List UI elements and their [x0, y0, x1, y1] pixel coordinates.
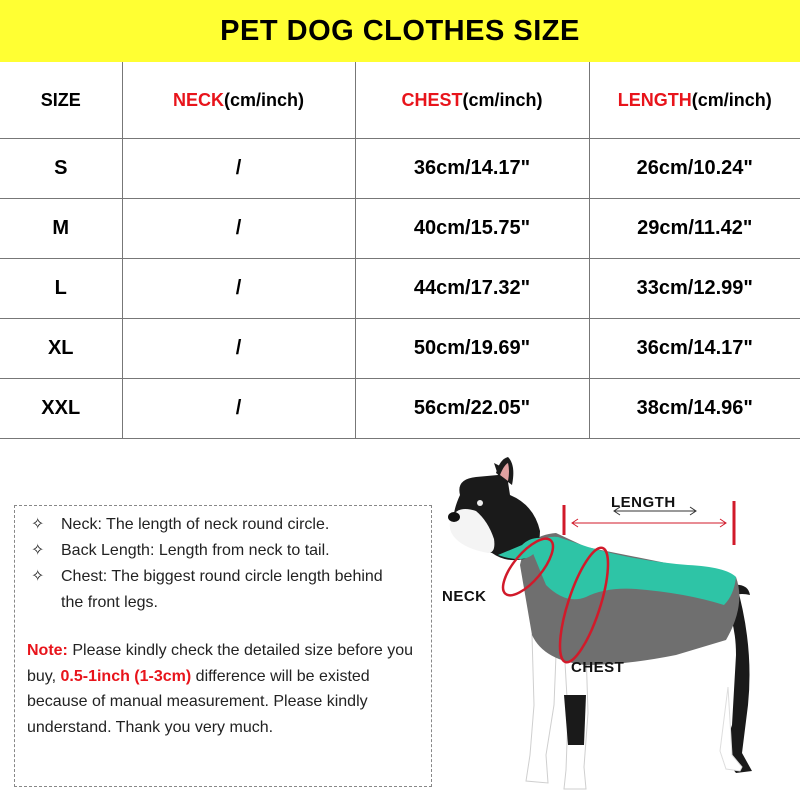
table-header-row — [0, 62, 800, 139]
note-label: Note: — [27, 642, 68, 659]
note-paragraph — [27, 638, 427, 740]
cell-chest: 36cm/14.17" — [355, 139, 589, 199]
cell-size: S — [0, 139, 122, 199]
cell-length: 29cm/11.42" — [589, 199, 800, 259]
cell-size: L — [0, 259, 122, 319]
note-text-2: difference will be existed because of manual measurement. Please kindly understand. Thank you very much. — [27, 667, 370, 736]
measurement-notes-box — [14, 505, 432, 787]
cell-length: 38cm/14.96" — [589, 379, 800, 439]
table-row — [0, 139, 800, 199]
table-row — [0, 199, 800, 259]
cell-size: XL — [0, 319, 122, 379]
header-neck-key: NECK — [172, 89, 224, 110]
sparkle-icon: ✧ — [31, 542, 45, 559]
chest-label: CHEST — [571, 659, 625, 676]
note-chest: Chest: The biggest round circle length behind — [61, 568, 383, 585]
dog-measurement-diagram — [436, 455, 800, 800]
cell-neck: / — [122, 319, 355, 379]
header-size: SIZE — [0, 62, 122, 139]
header-neck-unit: (cm/inch) — [224, 89, 305, 110]
cell-neck: / — [122, 199, 355, 259]
header-neck — [122, 62, 355, 139]
cell-length: 33cm/12.99" — [589, 259, 800, 319]
header-length-key: LENGTH — [617, 89, 692, 110]
sparkle-icon: ✧ — [31, 568, 45, 585]
cell-neck: / — [122, 139, 355, 199]
length-label: LENGTH — [611, 494, 676, 511]
sparkle-icon: ✧ — [31, 516, 45, 533]
table-row — [0, 259, 800, 319]
title-banner — [0, 0, 800, 62]
note-highlight: 0.5-1inch (1-3cm) — [60, 667, 192, 685]
cell-chest: 56cm/22.05" — [355, 379, 589, 439]
note-chest-cont: the front legs. — [61, 594, 158, 611]
table-row — [0, 319, 800, 379]
cell-chest: 40cm/15.75" — [355, 199, 589, 259]
header-chest-unit: (cm/inch) — [462, 89, 543, 110]
header-length — [589, 62, 800, 139]
cell-size: M — [0, 199, 122, 259]
cell-length: 26cm/10.24" — [589, 139, 800, 199]
note-neck: Neck: The length of neck round circle. — [61, 516, 330, 533]
table-row — [0, 379, 800, 439]
header-length-unit: (cm/inch) — [691, 89, 772, 110]
cell-length: 36cm/14.17" — [589, 319, 800, 379]
note-back-length: Back Length: Length from neck to tail. — [61, 542, 330, 559]
cell-chest: 50cm/19.69" — [355, 319, 589, 379]
neck-label: NECK — [442, 588, 487, 605]
cell-neck: / — [122, 259, 355, 319]
note-text-1: Please kindly check the detailed size before you buy, — [27, 642, 413, 685]
size-table — [0, 62, 800, 439]
page-title: PET DOG CLOTHES SIZE — [220, 14, 580, 47]
cell-neck: / — [122, 379, 355, 439]
header-chest-key: CHEST — [401, 89, 463, 110]
cell-size: XXL — [0, 379, 122, 439]
header-chest — [355, 62, 589, 139]
cell-chest: 44cm/17.32" — [355, 259, 589, 319]
